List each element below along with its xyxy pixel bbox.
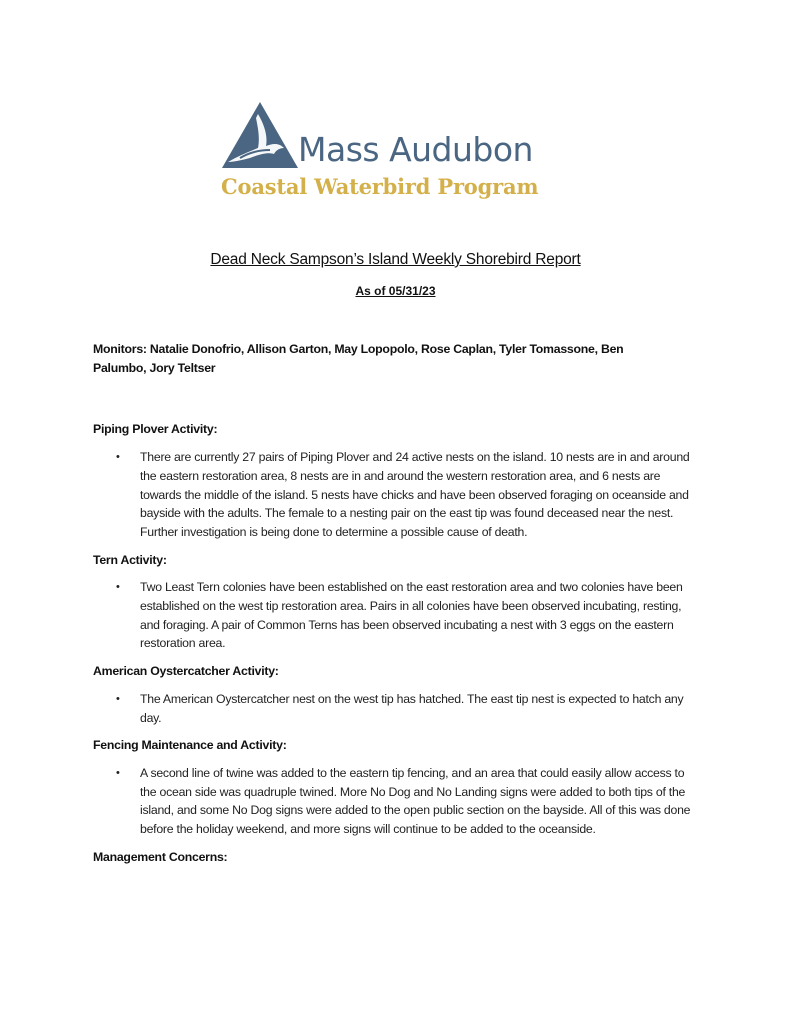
section-heading-tern: Tern Activity: <box>93 552 167 567</box>
monitors-list: Monitors: Natalie Donofrio, Allison Garton, May Lopopolo, Rose Caplan, Tyler Tomassone, Ben Palumbo, Jory Teltser <box>93 342 624 375</box>
oystercatcher-list <box>93 690 703 727</box>
tern-list <box>93 578 703 653</box>
list-item <box>93 448 700 542</box>
report-title: Dead Neck Sampson’s Island Weekly Shorebird Report <box>210 251 581 268</box>
bullet-icon: • <box>116 451 120 464</box>
section-heading-american-oystercatcher: American Oystercatcher Activity: <box>93 664 279 679</box>
bullet-text: A second line of twine was added to the eastern tip fencing, and an area that could easily allow access to the ocean side was quadruple twined. More No Dog and No Landing signs were added to both tips of the island, and some No Dog signs were added to the open public section on the bayside. All of this was done before the holiday weekend, and more signs will continue to be added to the oceanside. <box>140 765 691 837</box>
program-name: Coastal Waterbird Program <box>221 174 539 199</box>
list-item <box>93 690 700 727</box>
mass-audubon-logo <box>220 100 540 210</box>
list-item <box>93 764 700 839</box>
bullet-icon: • <box>116 692 120 705</box>
bullet-icon: • <box>116 581 120 594</box>
bullet-text: The American Oystercatcher nest on the west tip has hatched. The east tip nest is expected to hatch any day. <box>140 691 684 725</box>
section-heading-piping-plover: Piping Plover Activity: <box>93 422 218 437</box>
list-item <box>93 578 700 653</box>
bullet-text: Two Least Tern colonies have been established on the east restoration area and two colonies have been established on the west tip restoration area. Pairs in all colonies have been observed incubating, resting, and foraging. A pair of Common Terns has been observed incubating a nest with 3 eggs on the eastern restoration area. <box>140 580 683 651</box>
section-heading-management-concerns: Management Concerns: <box>93 849 228 864</box>
report-date: As of 05/31/23 <box>355 284 436 298</box>
bullet-text: There are currently 27 pairs of Piping Plover and 24 active nests on the island. 10 nests are in and around the eastern restoration area, 8 nests are in and around the western restoration area, and 6 nests are towards the middle of the island. 5 nests have chicks and have been observed foraging on oceanside and bayside with the adults. The female to a nesting pair on the east tip was found deceased near the nest. Further investigation is being done to determine a possible cause of death. <box>140 450 690 539</box>
bullet-icon: • <box>116 766 120 779</box>
triangle-bird-logo-icon <box>220 100 298 170</box>
section-heading-fencing: Fencing Maintenance and Activity: <box>93 738 287 753</box>
organization-name: Mass Audubon <box>298 130 533 169</box>
fencing-list <box>93 764 703 839</box>
report-body <box>93 340 703 866</box>
piping-plover-list <box>93 448 703 542</box>
